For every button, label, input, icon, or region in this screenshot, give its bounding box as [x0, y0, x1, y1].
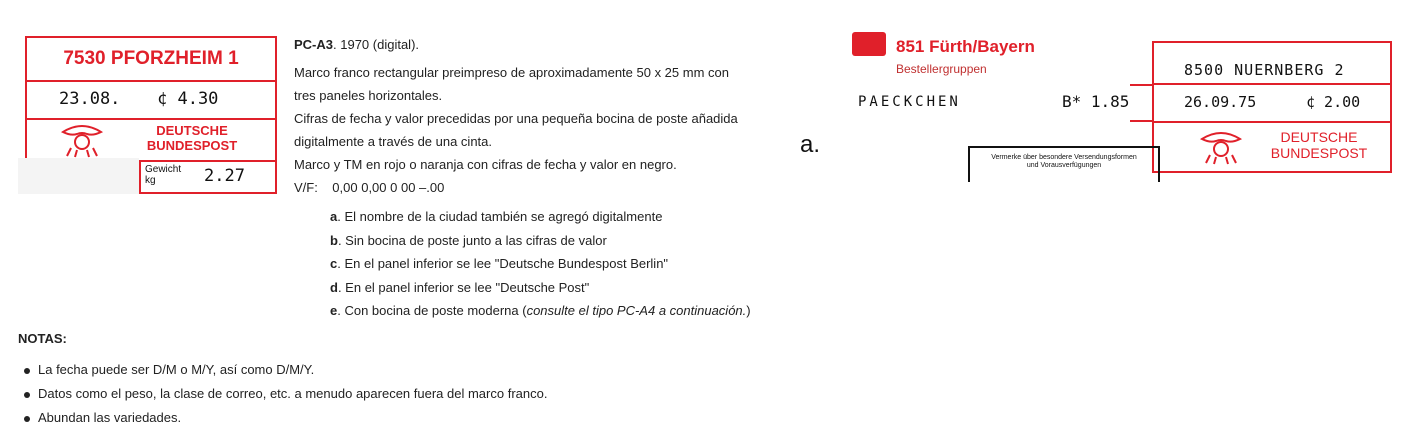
divider — [1130, 120, 1152, 122]
posthorn-icon — [57, 122, 107, 158]
figure-label: a. — [800, 131, 821, 158]
subtype-item: c. En el panel inferior se lee "Deutsche Bundespost Berlin" — [330, 256, 669, 271]
routing-label — [968, 146, 1160, 182]
vf-line — [294, 176, 794, 199]
note-item: Abundan las variedades. — [24, 406, 547, 430]
stamp-post-line2: BUNDESPOST — [146, 138, 238, 153]
franking-stamp-left — [25, 36, 277, 162]
stamp-post-line2: BUNDESPOST — [1270, 145, 1368, 161]
type-code: PC-A3 — [294, 37, 334, 52]
stamp-post-panel — [1154, 123, 1390, 171]
stamp-value: ¢ 4.30 — [157, 89, 219, 109]
sender-logo — [852, 32, 886, 56]
desc-line: Marco y TM en rojo o naranja con cifras de fecha y valor en negro. — [294, 157, 677, 172]
stamp-date-value-panel — [27, 82, 275, 120]
desc-line: digitalmente a través de una cinta. — [294, 134, 493, 149]
mail-class: PAECKCHEN — [858, 94, 961, 110]
sender-subline: Bestellergruppen — [896, 62, 987, 76]
type-title — [294, 33, 419, 56]
sender-name: 851 Fürth/Bayern — [896, 37, 1035, 56]
subtype-list — [330, 205, 751, 323]
type-description — [294, 61, 794, 199]
posthorn-icon — [1194, 129, 1248, 165]
stamp-date: 26.09.75 — [1184, 93, 1257, 111]
stamp-post-panel — [27, 120, 275, 160]
stamp-post-line1: DEUTSCHE — [1280, 129, 1358, 145]
stamp-value: ¢ 2.00 — [1306, 93, 1361, 111]
subtype-item: b. Sin bocina de poste junto a las cifras de valor — [330, 232, 607, 248]
vf-label: V/F: — [294, 180, 318, 195]
routing-label-line1: Vermerke über besondere Versendungsformen — [991, 154, 1137, 161]
weight-box — [139, 161, 277, 194]
divider — [1130, 84, 1152, 86]
stamp-post-line1: DEUTSCHE — [156, 123, 228, 138]
stamp-city: 7530 PFORZHEIM 1 — [27, 38, 275, 82]
type-year: . 1970 (digital). — [333, 37, 420, 52]
notes-heading: NOTAS: — [18, 331, 67, 346]
desc-line: Marco franco rectangular preimpreso de aproximadamente 50 x 25 mm con — [294, 65, 729, 80]
vf-values: 0,00 0,00 0 00 –.00 — [332, 180, 445, 195]
stamp-city: 8500 NUERNBERG 2 — [1184, 61, 1345, 79]
stamp-city-panel — [1154, 43, 1390, 85]
subtype-item: e. Con bocina de poste moderna (consulte el tipo PC-A4 a continuación.) — [330, 303, 751, 318]
desc-line: Cifras de fecha y valor precedidas por una pequeña bocina de poste añadida — [294, 111, 738, 126]
weight-value: 2.27 — [204, 166, 245, 186]
note-item: La fecha puede ser D/M o M/Y, así como D/M/Y. — [24, 358, 547, 382]
subtype-item: a. El nombre de la ciudad también se agregó digitalmente — [330, 209, 663, 224]
stamp-date-value-panel — [1154, 85, 1390, 123]
stamp-date: 23.08. — [59, 89, 121, 109]
weight-label-2: kg — [145, 175, 156, 186]
routing-label-line2: und Vorausverfügungen — [1026, 162, 1102, 169]
franking-stamp-right — [1152, 41, 1392, 173]
stamp-shadow — [18, 158, 139, 194]
weight-label-1: Gewicht — [145, 164, 182, 175]
notes-list — [24, 358, 547, 430]
tariff: B* 1.85 — [1062, 92, 1130, 111]
subtype-item: d. En el panel inferior se lee "Deutsche Post" — [330, 279, 590, 295]
note-item: Datos como el peso, la clase de correo, etc. a menudo aparecen fuera del marco franco. — [24, 382, 547, 406]
desc-line: tres paneles horizontales. — [294, 88, 443, 103]
